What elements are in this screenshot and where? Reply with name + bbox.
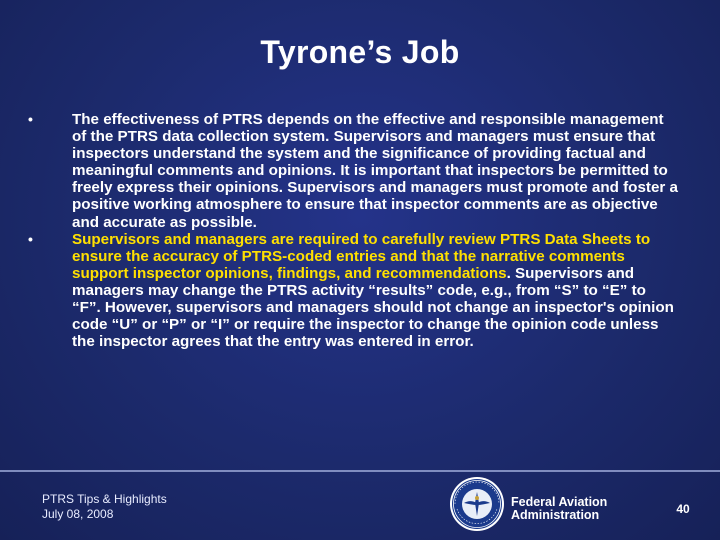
page-number: 40: [676, 502, 690, 516]
footer-divider: [0, 470, 720, 472]
bullet-text-rest: . Supervisors and managers may change the PTRS activity “results” code, e.g., from “S” to “E” to “F”. However, supervisors and managers should not change an inspector's opinion code “U” or “P” or “I” or require the inspector to change the opinion code unless the inspector agrees that the entry was entered in error.: [72, 264, 674, 351]
bullet-item: [28, 111, 678, 231]
bullet-text: [72, 231, 678, 351]
agency-name: [511, 496, 607, 522]
bullet-icon: •: [28, 111, 33, 127]
slide-title: Tyrone’s Job: [260, 34, 460, 70]
slide-body: [28, 111, 678, 350]
agency-name-line2: Administration: [511, 508, 600, 522]
footer-presentation-title: PTRS Tips & Highlights: [42, 492, 167, 506]
footer-date: July 08, 2008: [42, 507, 114, 521]
bullet-item: [28, 231, 678, 351]
highlighted-text: Supervisors and managers are required to carefully review PTRS Data Sheets to ensure the accuracy of PTRS-coded entries and that the narrative comments support inspector opinions, findings, and recommendations: [72, 230, 651, 282]
faa-seal-icon: [449, 476, 505, 532]
bullet-text: The effectiveness of PTRS depends on the effective and responsible management of the PTRS data collection system. Supervisors and managers must ensure that inspectors understand the system and the significance of providing factual and meaningful comments and opinions. It is important that inspectors be permitted to freely express their opinions. Supervisors and managers must promote and foster a positive working atmosphere to ensure that inspector comments are as objective and accurate as possible.: [72, 111, 678, 231]
agency-name-line1: Federal Aviation: [511, 495, 608, 509]
bullet-icon: •: [28, 230, 33, 247]
footer-info: [42, 492, 167, 522]
